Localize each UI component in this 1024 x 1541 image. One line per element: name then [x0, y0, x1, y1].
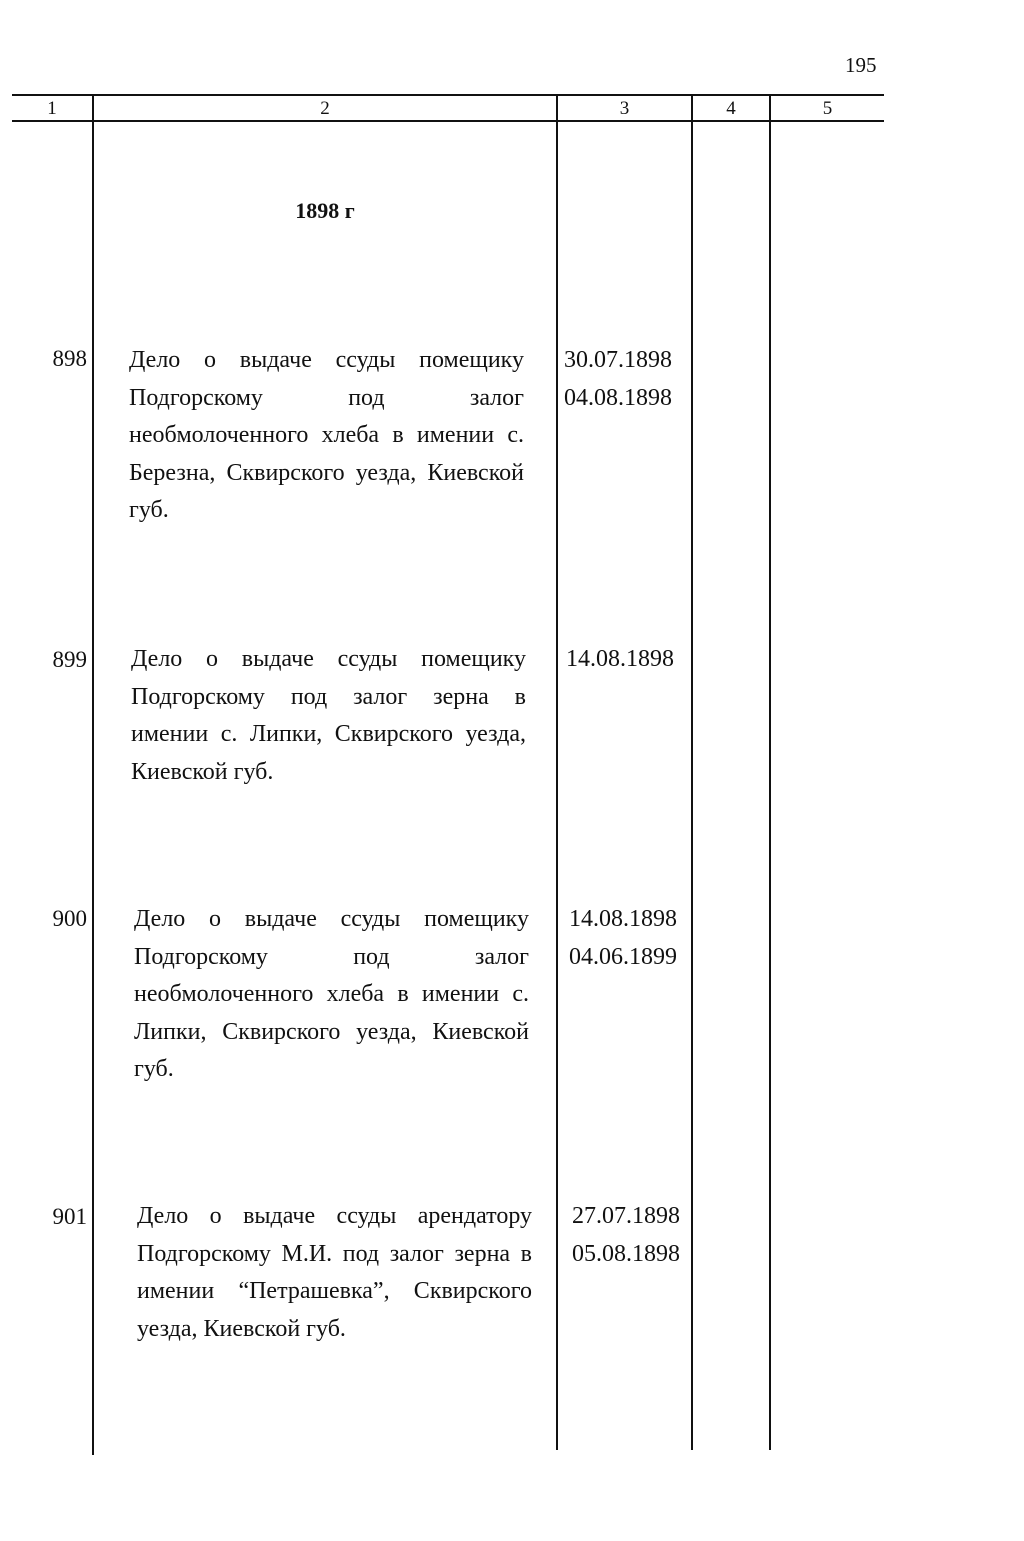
record-dates	[566, 641, 674, 679]
table-header-bottom-rule	[12, 120, 884, 122]
column-divider-3	[691, 95, 693, 1450]
record-dates	[564, 342, 672, 417]
record-date: 04.06.1899	[569, 943, 677, 970]
column-header-4: 4	[726, 98, 736, 119]
column-divider-4	[769, 95, 771, 1450]
record-date: 27.07.1898	[572, 1203, 680, 1229]
column-divider-1	[92, 95, 94, 1455]
record-date: 14.08.1898	[566, 646, 674, 672]
record-number: 900	[52, 906, 87, 931]
table-header-top-rule	[12, 94, 884, 96]
record-date: 30.07.1898	[564, 347, 672, 373]
page-number: 195	[845, 53, 877, 77]
record-description: Дело о выдаче ссуды арендатору Подгорскому М.И. под залог зерна в имении “Петрашевка”, Сквирского уезда, Киевской губ.	[137, 1203, 532, 1342]
record-dates	[569, 901, 677, 976]
record-number: 901	[52, 1204, 87, 1229]
record-number: 898	[52, 346, 87, 371]
column-header-3: 3	[619, 98, 630, 119]
record-dates	[572, 1198, 680, 1273]
column-header-5: 5	[822, 98, 833, 119]
record-date: 04.08.1898	[564, 384, 672, 411]
record-number: 899	[52, 647, 87, 672]
column-divider-2	[556, 95, 558, 1450]
record-description: Дело о выдаче ссуды помещику Подгорскому под залог необмолоченного хлеба в имении с. Липки, Сквирского уезда, Киевской губ.	[134, 906, 529, 1082]
record-date: 05.08.1898	[572, 1240, 680, 1267]
year-heading: 1898 г	[295, 198, 355, 223]
column-header-1: 1	[47, 98, 57, 119]
record-description: Дело о выдаче ссуды помещику Подгорскому под залог зерна в имении с. Липки, Сквирского уезда, Киевской губ.	[131, 646, 526, 785]
record-date: 14.08.1898	[569, 906, 677, 932]
record-description: Дело о выдаче ссуды помещику Подгорскому под залог необмолоченного хлеба в имении с. Березна, Сквирского уезда, Киевской губ.	[129, 347, 524, 523]
column-header-2: 2	[320, 98, 330, 119]
